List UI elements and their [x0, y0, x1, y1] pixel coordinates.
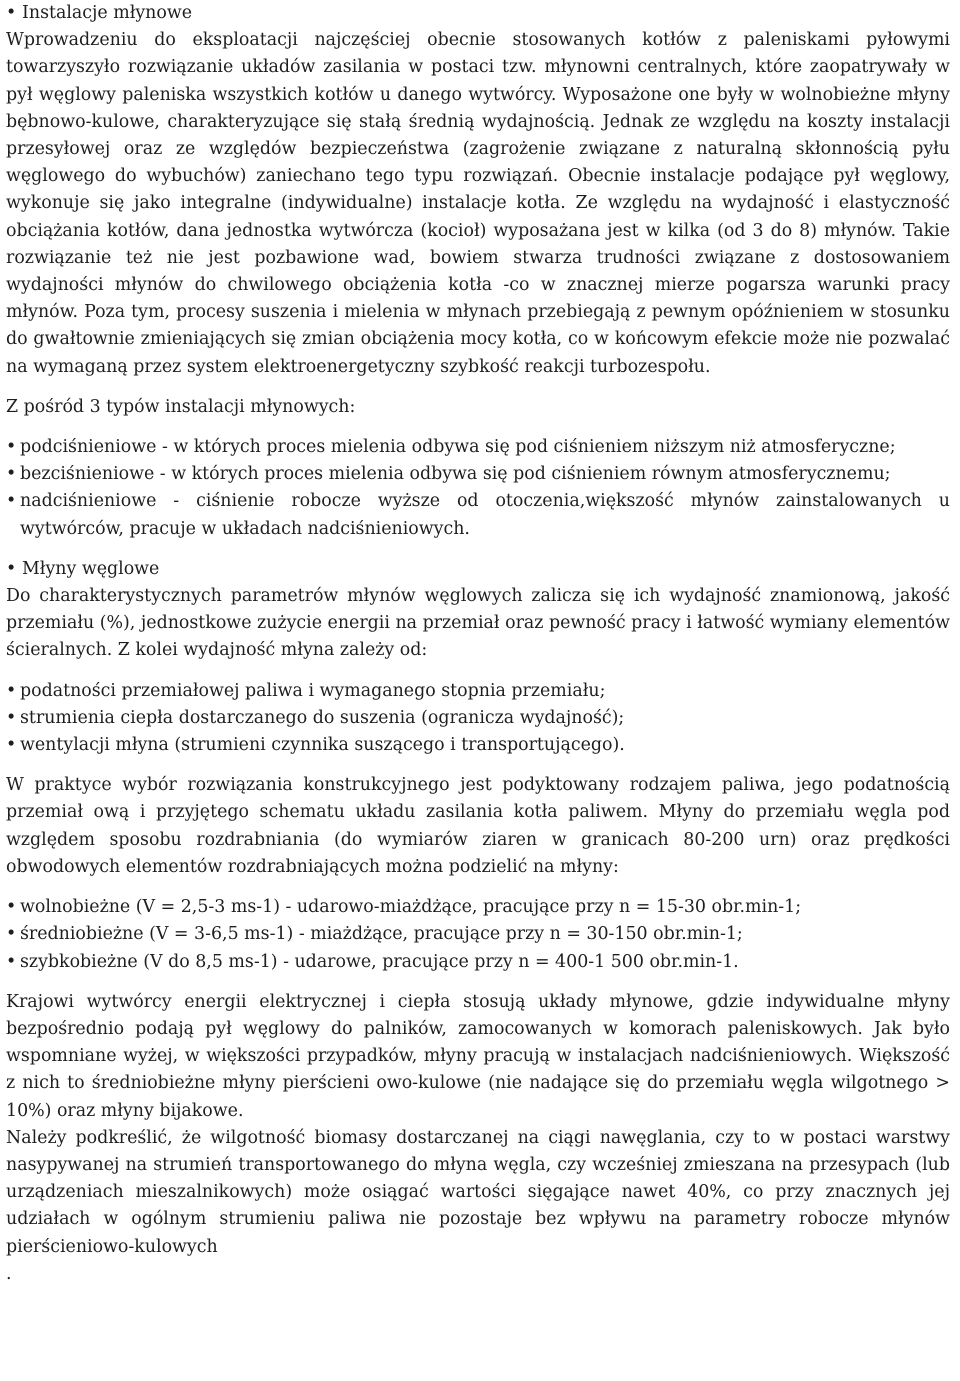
paragraph-krajowi: Krajowi wytwórcy energii elektrycznej i ciepła stosują układy młynowe, gdzie indywidualne młyny bezpośrednio podają pył węglowy do palników, zamocowanych w komorach paleniskowych. Jak było wspomniane wyżej, w większości przypadków, młyny pracują w instalacjach nadciśnieniowych. Większość z nich to średniobieżne młyny pierścieni owo-kulowe (nie nadające się do przemiału węgla wilgotnego > 10%) oraz młyny bijakowe. — [6, 991, 950, 1121]
section-heading-instalacje — [6, 0, 950, 27]
bullet-icon: • — [6, 897, 17, 918]
bullet-icon: • — [6, 680, 17, 701]
list-item: • wentylacji młyna (strumieni czynnika suszącego i transportującego). — [6, 732, 950, 759]
bullet-icon: • — [6, 735, 17, 756]
paragraph-biomasa: Należy podkreślić, że wilgotność biomasy dostarczanej na ciągi nawęglania, czy to w postaci warstwy nasypywanej na strumień transportowanego do młyna węgla, czy wcześniej zmieszana na przesypach (lub urządzeniach mieszalnikowych) może osiągać wartości sięgające nawet 40%, co przy znacznych jej udziałach w ogólnym strumieniu paliwa nie pozostaje bez wpływu na parametry robocze młynów pierścieniowo-kulowych — [6, 1127, 950, 1257]
bullet-icon: • — [6, 464, 17, 485]
list-item: • podatności przemiałowej paliwa i wymaganego stopnia przemiału; — [6, 678, 950, 705]
installation-types-list — [6, 434, 950, 543]
mill-types-list — [6, 894, 950, 976]
paragraph-praktyka: W praktyce wybór rozwiązania konstrukcyjnego jest podyktowany rodzajem paliwa, jego podatnością przemiał ową i przyjętego schematu układu zasilania kotła paliwem. Młyny do przemiału węgla pod względem sposobu rozdrabniania (do wymiarów ziaren w granicach 80-200 urn) oraz prędkości obwodowych elementów rozdrabniających można podzielić na młyny: — [6, 775, 950, 877]
list-item: • średniobieżne (V = 3-6,5 ms-1) - miażdżące, pracujące przy n = 30-150 obr.min-1; — [6, 921, 950, 948]
list-item: • podciśnieniowe - w których proces mielenia odbywa się pod ciśnieniem niższym niż atmosferyczne; — [6, 434, 950, 461]
paragraph-mlyny: Do charakterystycznych parametrów młynów węglowych zalicza się ich wydajność znamionową, jakość przemiału (%), jednostkowe zużycie energii na przemiał oraz pewność pracy i łatwość wymiany elementów ścieralnych. Z kolei wydajność młyna zależy od: — [6, 586, 950, 661]
list-item: • szybkobieżne (V do 8,5 ms-1) - udarowe, pracujące przy n = 400-1 500 obr.min-1. — [6, 949, 950, 976]
list-item: • bezciśnieniowe - w których proces mielenia odbywa się pod ciśnieniem równym atmosferycznemu; — [6, 461, 950, 488]
section-heading-text: Instalacje młynowe — [22, 3, 193, 23]
bullet-icon: • — [6, 951, 17, 972]
section-heading-mlyny — [6, 556, 950, 583]
bullet-icon: • — [6, 707, 17, 728]
trailing-period: . — [6, 1263, 12, 1284]
types-intro: Z pośród 3 typów instalacji młynowych: — [6, 396, 356, 417]
capacity-factors-list — [6, 678, 950, 760]
bullet-icon: • — [6, 437, 17, 458]
paragraph-instalacje: Wprowadzeniu do eksploatacji najczęściej obecnie stosowanych kotłów z paleniskami pyłowymi towarzyszyło rozwiązanie układów zasilania w postaci tzw. młynowni centralnych, które zaopatrywały w pył węglowy paleniska wszystkich kotłów u danego wytwórcy. Wyposażone one były w wolnobieżne młyny bębnowo-kulowe, charakteryzujące się stałą średnią wydajnością. Jednak ze względu na koszty instalacji przesyłowej oraz ze względów bezpieczeństwa (zagrożenie związane z naturalną skłonnością pyłu węglowego do wybuchów) zaniechano tego typu rozwiązań. Obecnie instalacje podające pył węglowy, wykonuje się jako integralne (indywidualne) instalacje kotła. Ze względu na wydajność i elastyczność obciążania kotłów, dana jednostka wytwórcza (kocioł) wyposażana jest w kilka (od 3 do 8) młynów. Takie rozwiązanie też nie jest pozbawione wad, bowiem stwarza trudności związane z dostosowaniem wydajności młynów do chwilowego obciążenia kotła -co w znacznej mierze pogarsza warunki pracy młynów. Poza tym, procesy suszenia i mielenia w młynach przebiegają z pewnym opóźnieniem w stosunku do gwałtownie zmieniających się zmian obciążenia mocy kotła, co w końcowym efekcie może nie pozwalać na wymaganą przez system elektroenergetyczny szybkość reakcji turbozespołu. — [6, 30, 950, 377]
section-heading-text: Młyny węglowe — [22, 558, 160, 579]
bullet-icon: • — [6, 924, 17, 945]
bullet-icon: • — [6, 491, 17, 512]
list-item: • nadciśnieniowe - ciśnienie robocze wyższe od otoczenia,większość młynów zainstalowanych u wytwórców, pracuje w układach nadciśnieniowych. — [6, 488, 950, 542]
bullet-icon: • — [6, 558, 17, 579]
bullet-icon: • — [6, 3, 17, 23]
list-item: • wolnobieżne (V = 2,5-3 ms-1) - udarowo-miażdżące, pracujące przy n = 15-30 obr.min-1; — [6, 894, 950, 921]
list-item: • strumienia ciepła dostarczanego do suszenia (ogranicza wydajność); — [6, 705, 950, 732]
